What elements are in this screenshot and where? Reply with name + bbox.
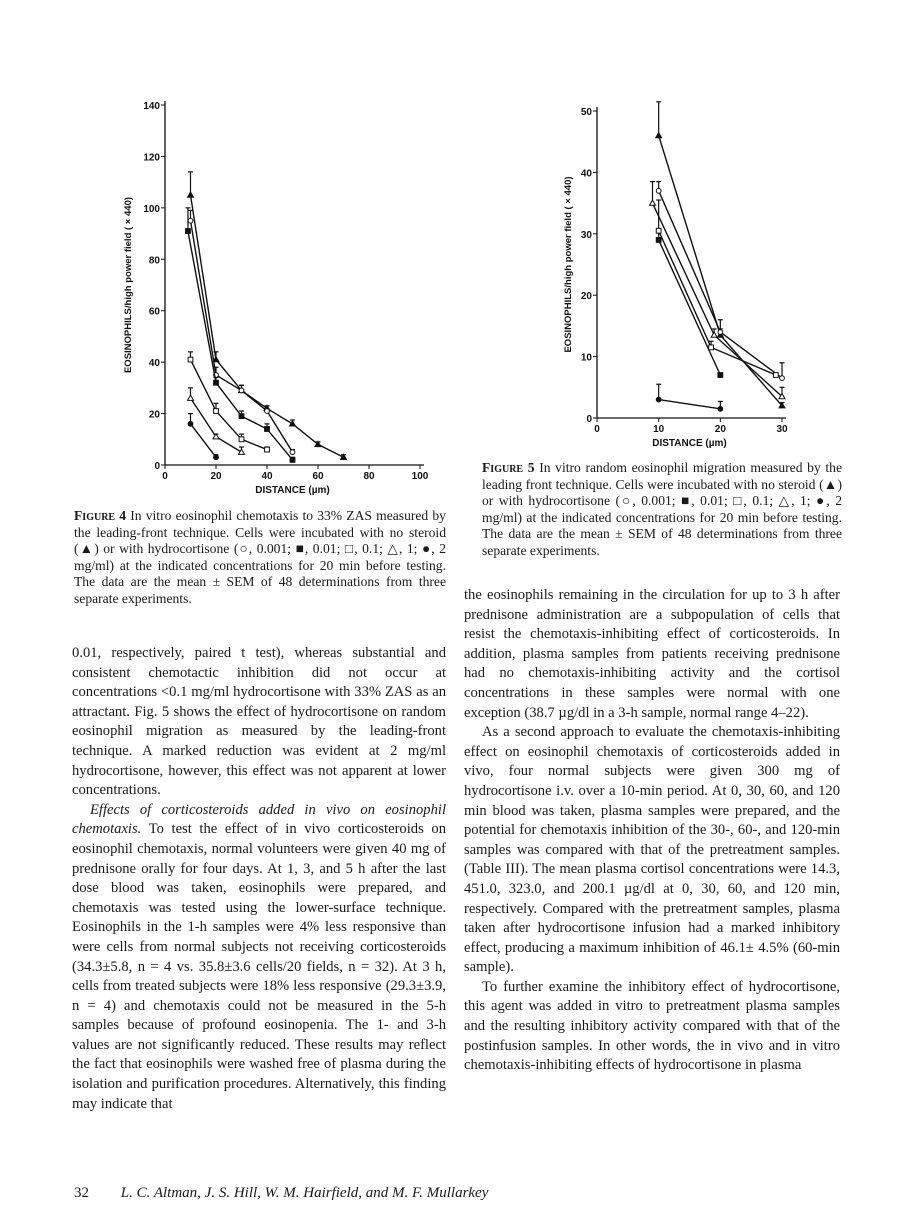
data-point-filled-circle (718, 406, 723, 411)
x-axis-label: DISTANCE (µm) (255, 485, 330, 496)
y-tick-label: 20 (580, 291, 592, 303)
y-axis-label: EOSINOPHILS/high power field ( × 440) (123, 196, 134, 374)
data-point-open-square (709, 345, 714, 350)
figure-5-svg (0, 0, 898, 460)
x-tick-label: 30 (776, 424, 788, 435)
data-point-open-circle (780, 376, 785, 381)
x-tick-label: 10 (653, 424, 665, 435)
x-axis-label: DISTANCE (µm) (652, 438, 727, 449)
page-footer (74, 1185, 488, 1202)
data-point-open-triangle (650, 200, 656, 205)
data-point-filled-square (656, 238, 661, 243)
x-tick-label: 0 (594, 424, 600, 435)
data-point-filled-triangle (656, 133, 662, 138)
figure-5-label: Figure 5 (482, 460, 535, 475)
page-number: 32 (74, 1185, 89, 1201)
x-tick-label: 20 (714, 424, 726, 435)
data-point-filled-square (718, 373, 723, 378)
y-tick-label: 40 (148, 358, 160, 370)
authors: L. C. Altman, J. S. Hill, W. M. Hairfield, and M. F. Mullarkey (120, 1185, 489, 1201)
data-point-open-triangle (711, 332, 717, 337)
x-tick-label: 0 (162, 471, 168, 482)
x-tick-label: 40 (261, 471, 273, 482)
x-tick-label: 100 (411, 471, 429, 482)
paragraph-text: To test the effect of in vivo corticosteroids on eosinophil chemotaxis, normal volunteers were given 40 mg of prednisone orally for four days. At 1, 3, and 5 h after the last dose blood was taken, eosinophils were prepared, and chemotaxis was tested using the lower-surface technique. Eosinophils in the 1-h samples were 4% less responsive than were cells from normal subjects not receiving corticosteroids (34.3±5.8, n = 4 vs. 35.8±3.6 cells/20 fields, n = 32). At 3 h, cells from treated subjects were 18% less responsive (29.3±3.9, n = 4) and chemotaxis could not be measured in the 5-h samples because of profound eosinopenia. The 1- and 3-h values are not significantly reduced. These results may reflect the fact that eosinophils were washed free of plasma during the isolation and purification procedures. Alternatively, this finding may indicate that (72, 821, 446, 1112)
paragraph: the eosinophils remaining in the circulation for up to 3 h after prednisone administration are a subpopulation of cells that resist the chemotaxis-inhibiting effect of corticosteroids. In addition, plasma samples from patients receiving prednisone had no chemotaxis-inhibiting activity and the cortisol concentrations in these samples were normal with one exception (38.7 µg/dl in a 3-h sample, normal range 4–22). (464, 587, 840, 721)
y-tick-label: 10 (580, 352, 592, 364)
series-line-open-circle (659, 191, 782, 378)
y-tick-label: 0 (586, 414, 592, 425)
y-tick-label: 40 (580, 168, 592, 180)
paragraph: To further examine the inhibitory effect of hydrocortisone, this agent was added in vitro to pretreatment plasma samples and the resulting inhibitory activity compared with that of the postinfusion samples. In other words, the in vivo and in vitro chemotaxis-inhibiting effects of hydrocortisone in plasma (464, 978, 840, 1074)
x-tick-label: 20 (210, 471, 222, 482)
y-tick-label: 0 (154, 461, 160, 472)
section-heading: Effects of corticosteroids added in vivo on eosinophil chemotaxis. (72, 801, 446, 838)
right-column (464, 586, 840, 1076)
y-tick-label: 100 (143, 203, 160, 215)
y-tick-label: 80 (148, 255, 160, 267)
left-column (72, 644, 446, 1114)
figure-4-label: Figure 4 (74, 508, 127, 523)
y-tick-label: 140 (143, 101, 160, 112)
y-axis-label: EOSINOPHILS/high power field ( × 440) (563, 176, 574, 353)
figure-5-caption (482, 460, 842, 560)
y-tick-label: 50 (580, 107, 592, 118)
y-tick-label: 30 (580, 229, 592, 241)
y-tick-label: 120 (143, 152, 160, 164)
figure-4-caption-text: In vitro eosinophil chemotaxis to 33% ZAS measured by the leading-front technique. Cells were incubated with no steroid (▲) or with hydrocortisone (○, 0.001; ■, 0.01; □, 0.1; △, 1; ●, 2 mg/ml) at the indicated concentrations for 20 min before testing. The data are the mean ± SEM of 48 determinations from three separate experiments. (74, 508, 446, 606)
y-tick-label: 20 (148, 409, 160, 421)
paragraph: As a second approach to evaluate the chemotaxis-inhibiting effect on eosinophil chemotaxis of corticosteroids added in vivo, four normal subjects were given 300 mg of hydrocortisone i.v. over a 10-min period. At 0, 30, 60, and 120 min blood was taken, plasma samples were prepared, and the potential for chemotaxis inhibition of the 30-, 60-, and 120-min samples was compared with that of the pretreatment samples. (Table III). The mean plasma cortisol concentrations were 14.3, 451.0, 323.0, and 200.1 µg/dl at 0, 30, 60, and 120 min, respectively. Compared with the pretreatment samples, plasma taken after hydrocortisone infusion had a marked inhibitory effect, producing a maximum inhibition of 46.1± 4.5% (60-min sample). (464, 724, 840, 976)
x-tick-label: 80 (363, 471, 375, 482)
paragraph: 0.01, respectively, paired t test), whereas substantial and consistent chemotactic inhibition did not occur at concentrations <0.1 mg/ml hydrocortisone with 33% ZAS as an attractant. Fig. 5 shows the effect of hydrocortisone on random eosinophil migration as measured by the leading-front technique. A marked reduction was evident at 2 mg/ml hydrocortisone, however, this effect was not apparent at lower concentrations. (72, 645, 446, 799)
data-point-open-square (656, 228, 661, 233)
data-point-open-square (773, 373, 778, 378)
y-tick-label: 60 (148, 306, 160, 318)
data-point-open-circle (718, 330, 723, 335)
x-tick-label: 60 (312, 471, 324, 482)
data-point-filled-circle (656, 397, 661, 402)
figure-5-chart (0, 0, 898, 465)
series-line-filled-circle (659, 400, 721, 409)
figure-5-caption-text: In vitro random eosinophil migration measured by the leading front technique. Cells were incubated with no steroid (▲) or with hydrocortisone (○, 0.001; ■, 0.01; □, 0.1; △, 1; ●, 2 mg/ml) at the indicated concentrations for 20 min before testing. The data are the mean ± SEM of 48 determinations from three separate experiments. (482, 460, 842, 558)
paragraph (72, 801, 446, 1115)
figure-4-caption (74, 508, 446, 608)
data-point-open-circle (656, 188, 661, 193)
